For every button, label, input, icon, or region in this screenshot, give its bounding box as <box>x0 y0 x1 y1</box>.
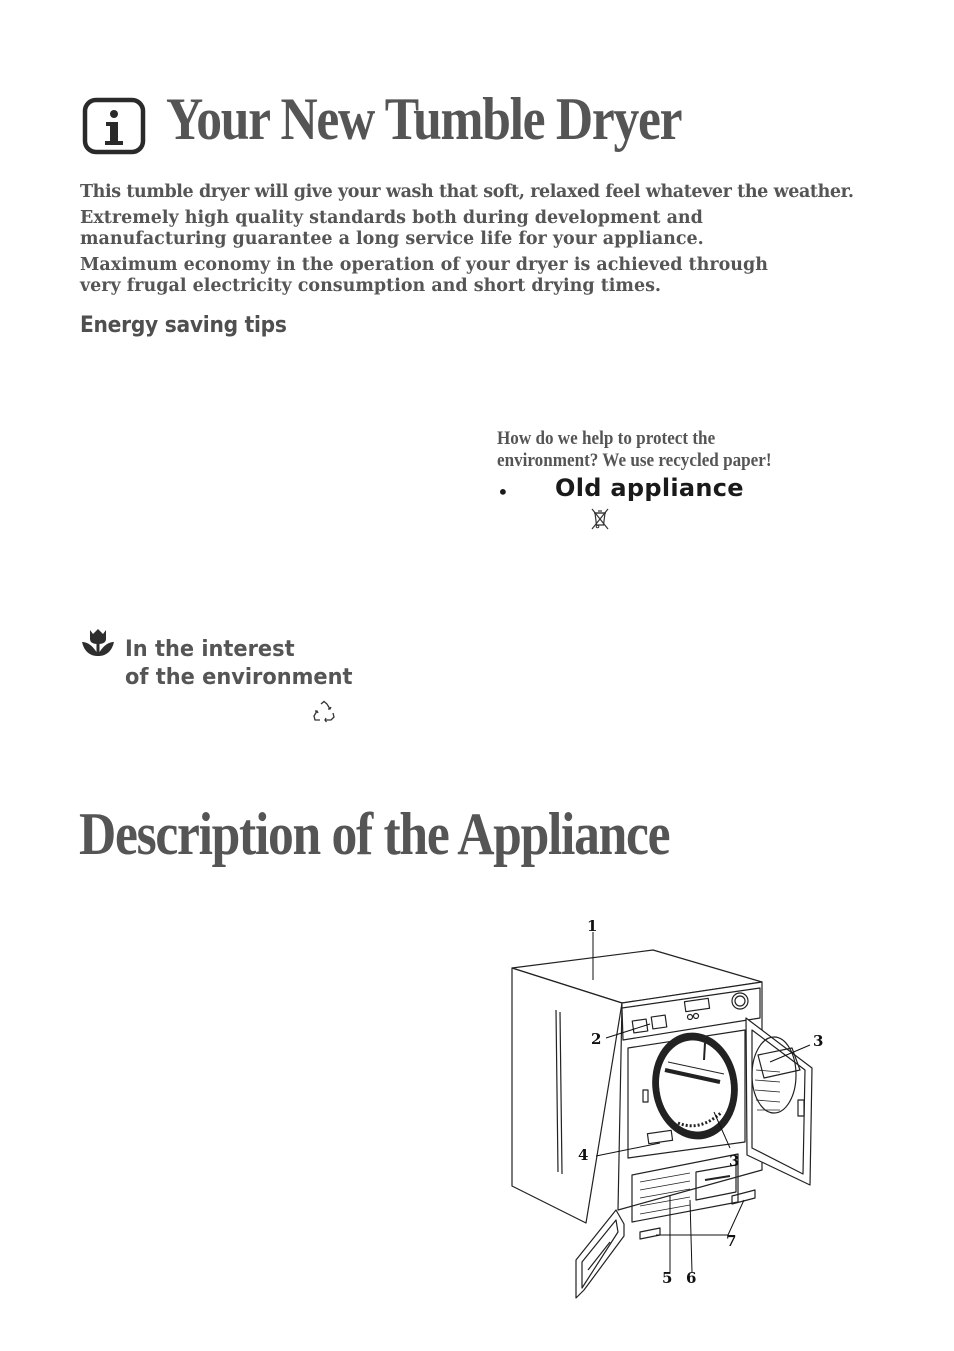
old-appliance-heading: Old appliance <box>555 474 744 502</box>
crossed-out-bin-icon <box>590 508 610 530</box>
recycled-paper-line-2: environment? We use recycled paper! <box>497 450 772 471</box>
callout-5: 5 <box>662 1269 673 1287</box>
intro-paragraph-3-line-1: Maximum economy in the operation of your dryer is achieved through <box>80 255 768 275</box>
environment-heading <box>125 635 353 691</box>
intro-paragraph-3-line-2: very frugal electricity consumption and short drying times. <box>80 276 662 296</box>
callout-4: 4 <box>578 1146 589 1164</box>
recycled-paper-note <box>497 428 772 472</box>
callout-3-door: 3 <box>813 1032 824 1050</box>
intro-paragraph-2-line-1: Extremely high quality standards both during development and <box>80 208 703 228</box>
callout-7: 7 <box>726 1232 737 1250</box>
intro-line-1: This tumble dryer will give your wash that soft, relaxed feel whatever the weather. <box>80 182 854 202</box>
flower-icon <box>81 628 115 658</box>
intro-paragraph-2 <box>80 208 704 250</box>
environment-heading-line-1: In the interest <box>125 636 295 662</box>
callout-3-drum: 3 <box>729 1152 740 1170</box>
old-appliance-bullet: • <box>497 480 509 504</box>
section-title-description: Description of the Appliance <box>79 801 670 867</box>
info-icon <box>82 97 146 155</box>
intro-paragraph-2-line-2: manufacturing guarantee a long service life for your appliance. <box>80 229 704 249</box>
callout-2: 2 <box>591 1030 602 1048</box>
intro-paragraph-3 <box>80 255 768 297</box>
callout-1: 1 <box>587 917 598 935</box>
page-title: Your New Tumble Dryer <box>166 86 682 152</box>
environment-heading-line-2: of the environment <box>125 664 353 690</box>
recycle-icon <box>312 700 336 724</box>
energy-saving-tips-heading: Energy saving tips <box>80 313 287 338</box>
recycled-paper-line-1: How do we help to protect the <box>497 428 716 449</box>
tumble-dryer-diagram <box>500 910 840 1310</box>
callout-6: 6 <box>686 1269 697 1287</box>
